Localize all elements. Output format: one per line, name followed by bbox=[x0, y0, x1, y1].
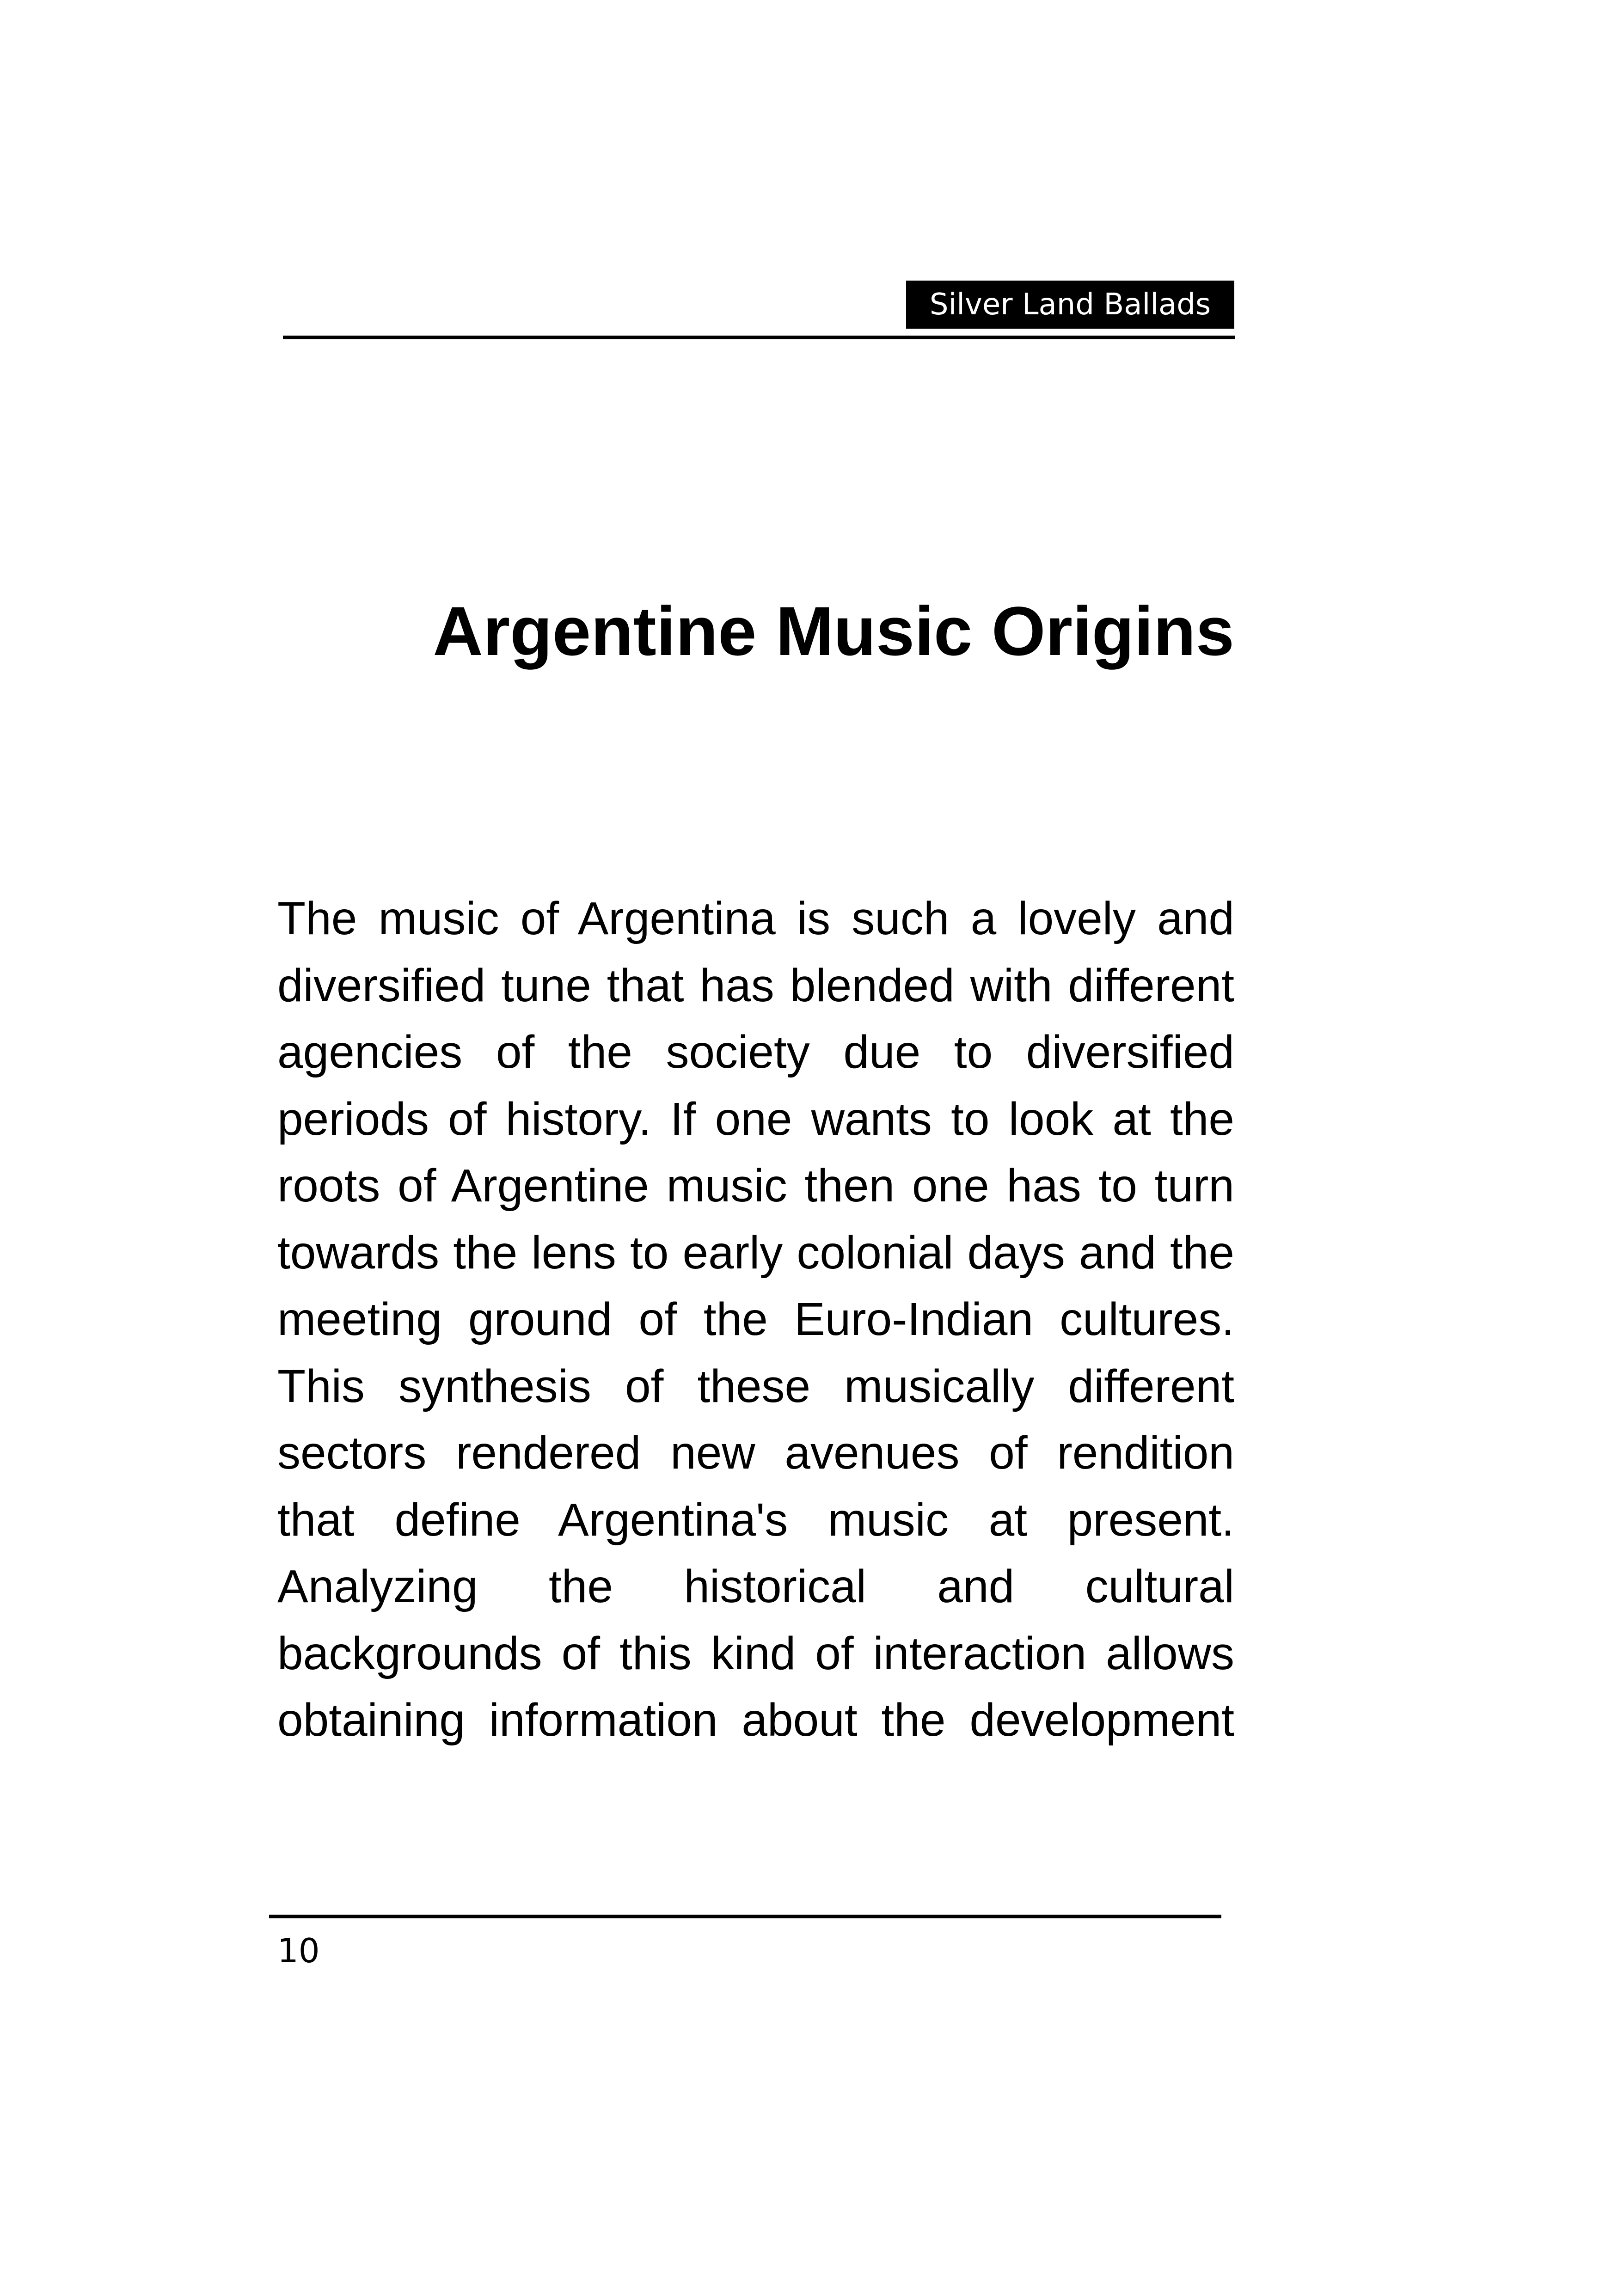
footer-divider bbox=[269, 1915, 1221, 1918]
header-divider bbox=[283, 336, 1235, 339]
page-number: 10 bbox=[277, 1931, 320, 1970]
running-header-title: Silver Land Ballads bbox=[906, 281, 1234, 329]
body-paragraph: The music of Argentina is such a lovely and diversified tune that has blended with different agencies of the society due to diversified periods of history. If one wants to look at the roots of Argentine music then one has to turn towards the lens to early colonial days and the meeting ground of the Euro-Indian cultures. This synthesis of these musically different sectors rendered new avenues of rendition that define Argentina's music at present. Analyzing the historical and cultural backgrounds of this kind of interaction allows obtaining information about the development bbox=[277, 893, 1234, 1746]
chapter-title: Argentine Music Origins bbox=[433, 592, 1234, 670]
